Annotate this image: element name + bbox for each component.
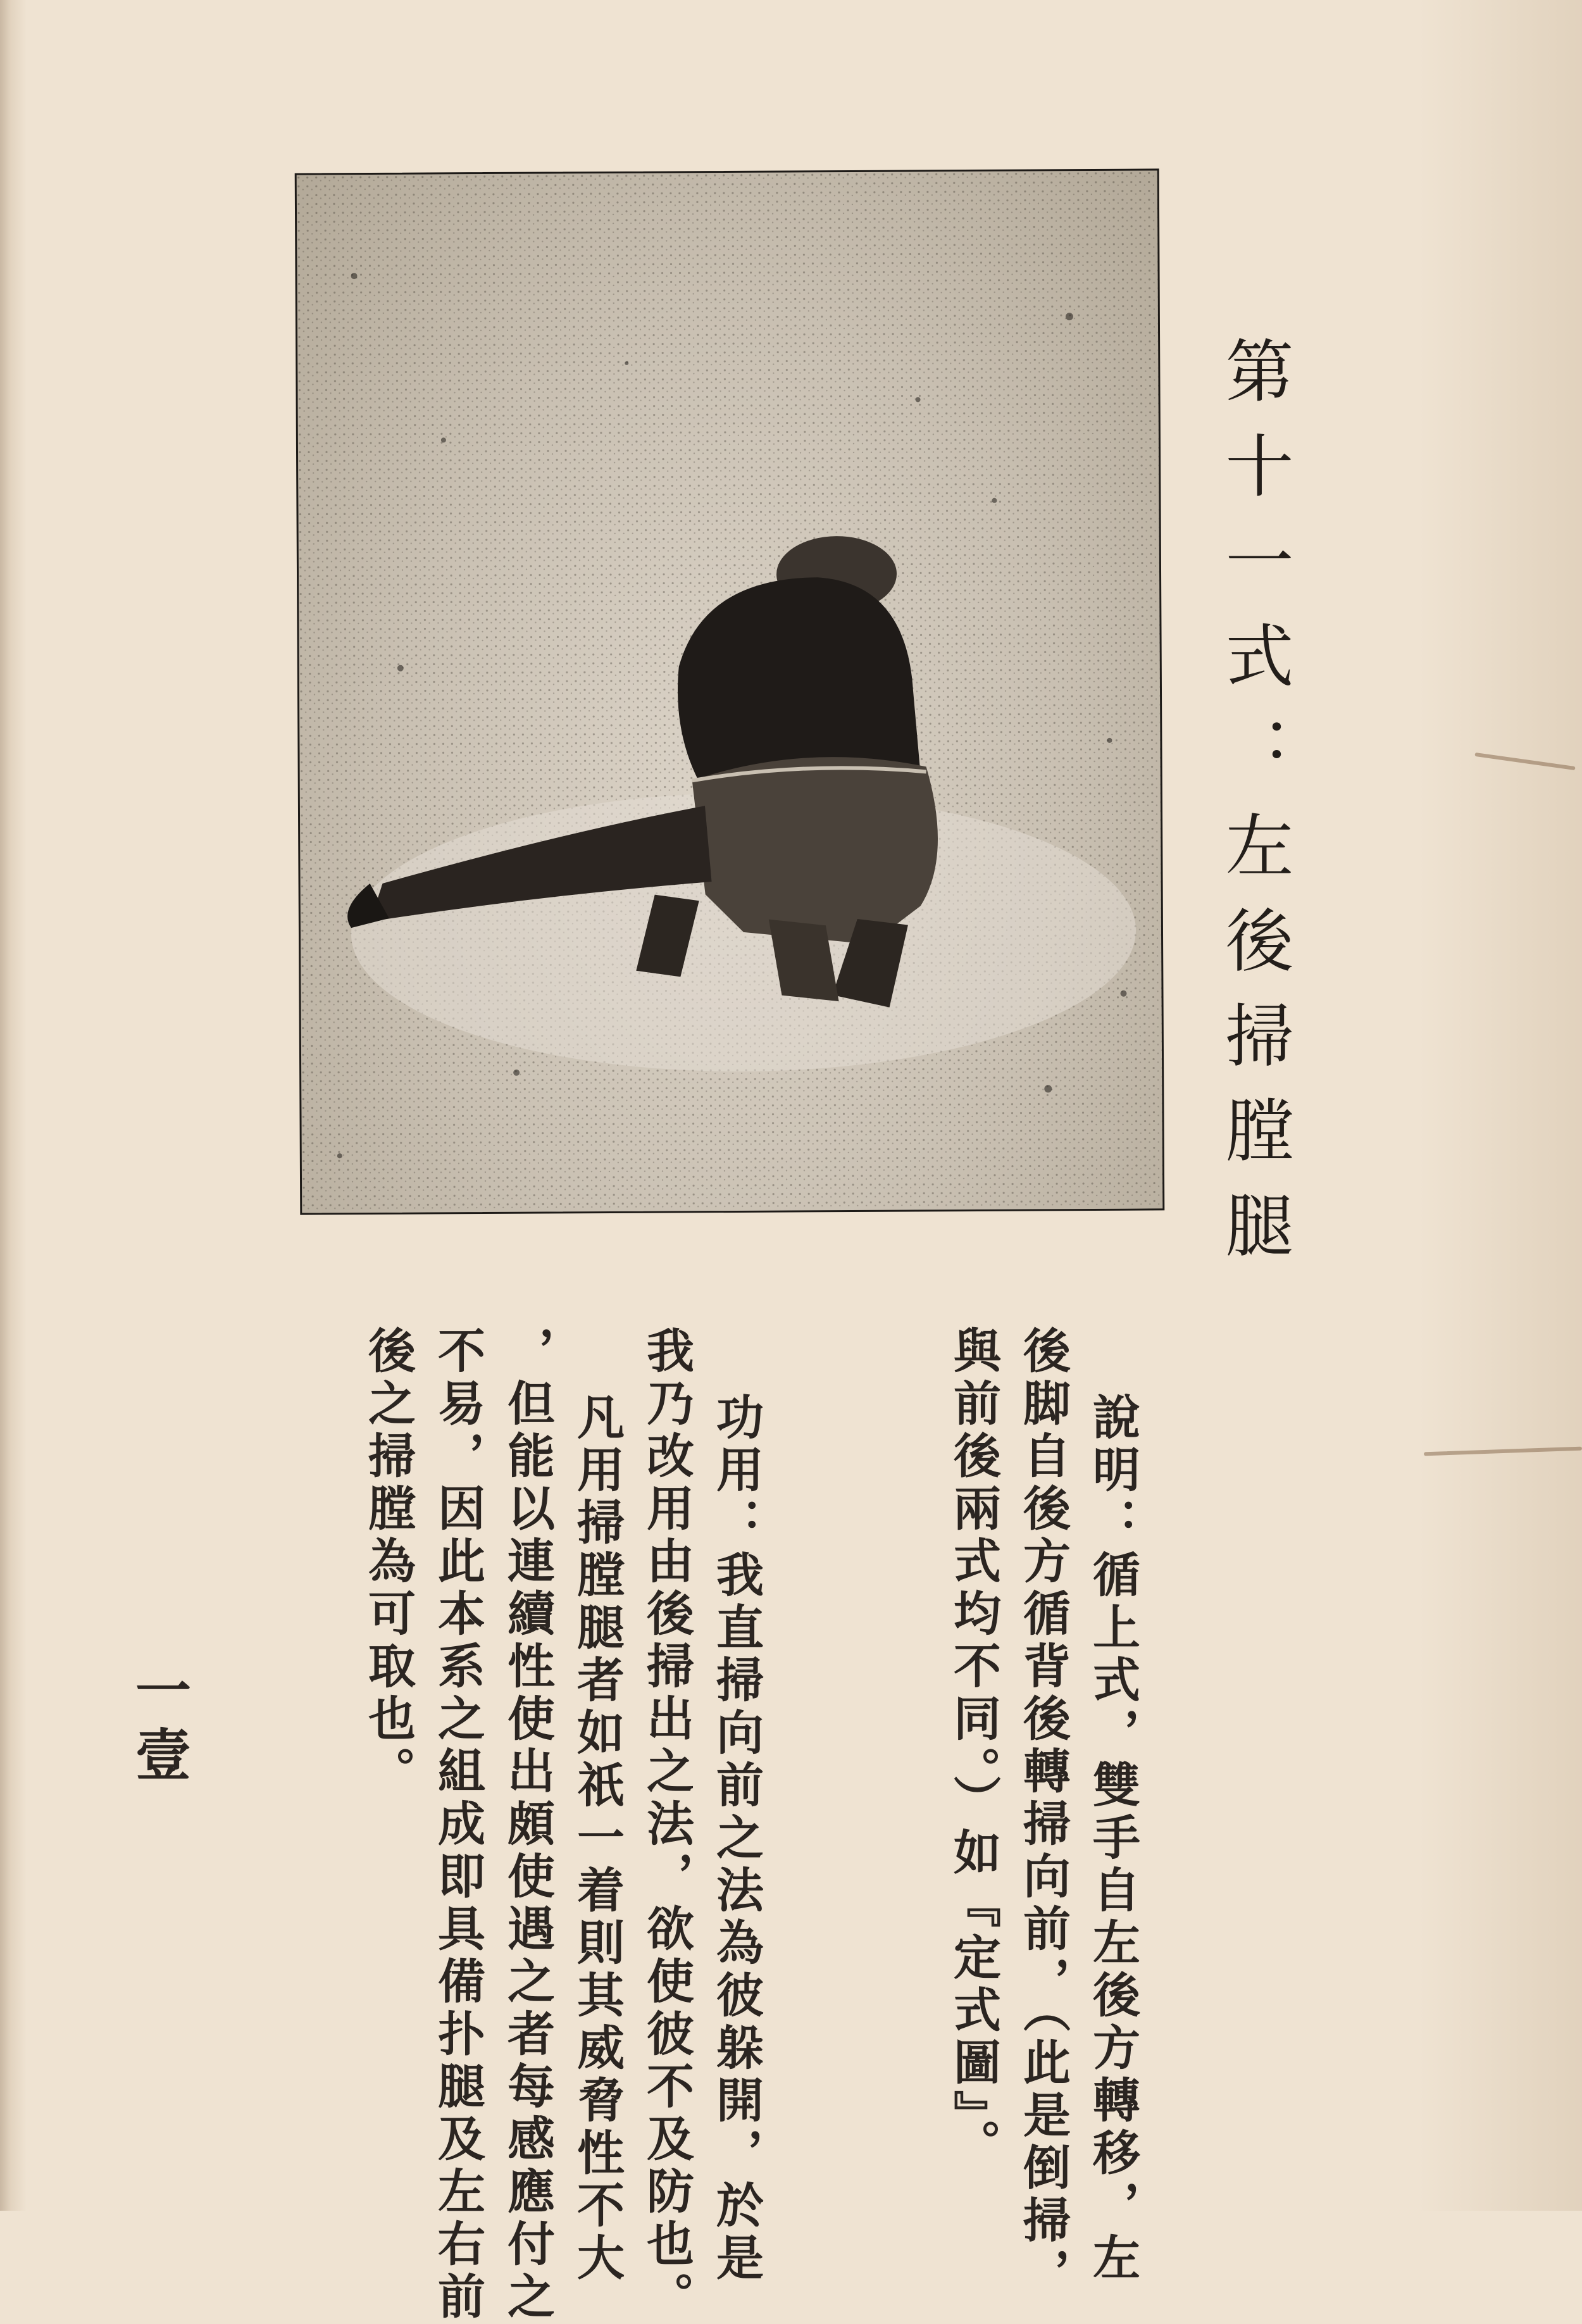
function-line: 功用：我直掃向前之法為彼躲開，於是 xyxy=(709,1392,764,2285)
page-edge xyxy=(0,0,27,2211)
function-line: ，但能以連續性使出頗使遇之者每感應付之 xyxy=(500,1326,556,2324)
function-line: 凡用掃膛腿者如祇一着則其威脅性不大 xyxy=(570,1392,625,2285)
section-title: 第十一式：左後掃膛腿 xyxy=(1214,335,1293,1285)
stance-photo xyxy=(295,168,1165,1215)
page-shadow xyxy=(1417,0,1582,2211)
explanation-line: 後脚自後方循背後轉掃向前，（此是倒掃， xyxy=(1016,1326,1071,2301)
function-line: 後之掃膛為可取也。 xyxy=(361,1326,416,1799)
function-line: 我乃改用由後掃出之法，欲使彼不及防也。 xyxy=(639,1326,695,2324)
page-number: 一壹 xyxy=(127,1661,192,1790)
explanation-line: 說明：循上式，雙手自左後方轉移，左 xyxy=(1085,1392,1141,2285)
function-line: 不易，因此本系之組成即具備扑腿及左右前 xyxy=(430,1326,486,2324)
explanation-line: 與前後兩式均不同。）如『定式圖』。 xyxy=(946,1326,1002,2171)
